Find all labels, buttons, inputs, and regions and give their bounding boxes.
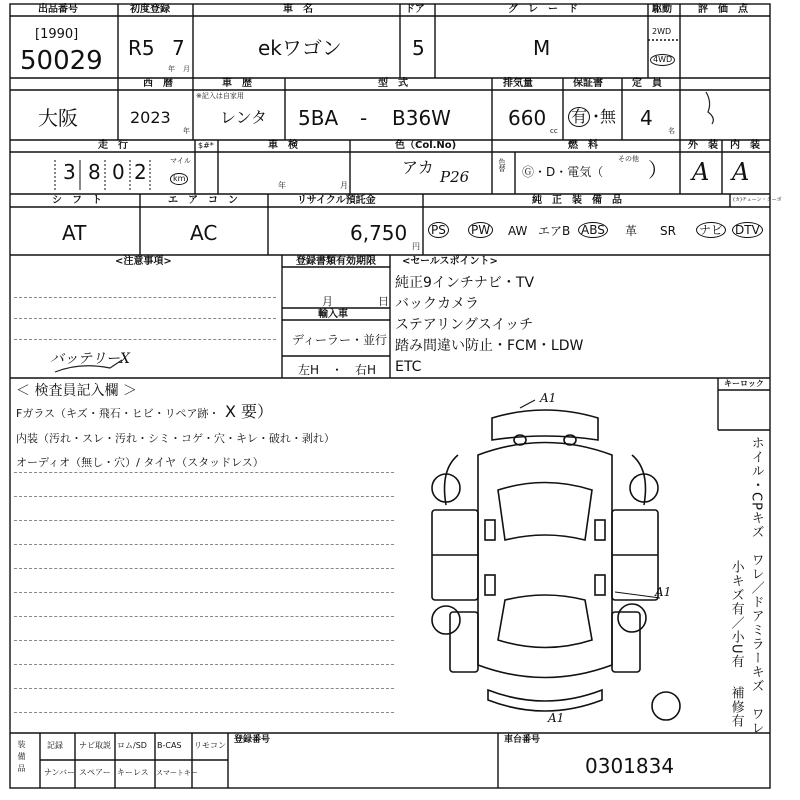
capacity-unit: 名: [668, 127, 675, 135]
type-code: B36W: [392, 106, 451, 130]
drive-label: 駆動: [652, 4, 672, 15]
warranty-no: 無: [600, 107, 617, 126]
ac-label: エ ア コ ン: [168, 195, 238, 206]
type-label: 型 式: [378, 78, 408, 89]
mile-unit: マイル: [170, 157, 191, 165]
audio-line: オーディオ（無し・穴）/ タイヤ（スタッドレス）: [16, 456, 264, 469]
model-label: 車 名: [283, 4, 313, 15]
chassis-number: 0301834: [585, 754, 675, 778]
key-lock-label: キーロック: [724, 379, 764, 388]
month-unit: 月: [183, 65, 190, 73]
drive-2wd: 2WD: [652, 27, 672, 36]
footer-item: キーレス: [117, 768, 149, 777]
footer-item: スマートキー: [156, 769, 198, 777]
chain-label: (カ)チェーン・ターボ: [733, 197, 782, 203]
ac-value: AC: [190, 221, 218, 245]
equipment-aw: AW: [508, 224, 528, 238]
door-label: ドア: [405, 4, 425, 15]
glass-line: Fガラス（キズ・飛石・ヒビ・リペア跡・: [16, 407, 220, 420]
capacity-value: 4: [640, 106, 653, 130]
damage-mark: A1: [540, 391, 557, 405]
warranty-sep: ・: [588, 107, 605, 126]
capacity-label: 定 員: [632, 78, 662, 89]
expiry-month: 月: [322, 295, 333, 308]
inspection-label: 車 検: [268, 140, 298, 151]
expiry-day: 日: [378, 295, 389, 308]
fuel-label: 燃 料: [568, 140, 598, 151]
footer-item: B-CAS: [157, 741, 182, 750]
notes-label: <注意事項>: [115, 256, 172, 267]
displacement-value: 660: [508, 106, 547, 130]
interior-label: 内 装: [730, 140, 760, 151]
inspection-month-unit: 月: [340, 181, 348, 190]
footer-item: ロム/SD: [117, 741, 147, 750]
chassis-number-label: 車台番号: [504, 735, 541, 745]
drive-4wd-circled: 4WD: [650, 54, 675, 66]
score-value: S: [720, 27, 744, 67]
sales-point: ステアリングスイッチ: [395, 317, 534, 333]
grade-value: M: [533, 36, 551, 60]
year-value: 2023: [130, 108, 171, 127]
score-label: 評 価 点: [698, 4, 748, 15]
s-label: $#*: [198, 141, 214, 150]
expiry-label: 登録書類有効期限: [296, 256, 376, 267]
year-unit: 年: [168, 65, 175, 73]
mileage-digit: 2: [134, 160, 147, 184]
equipment-leather: 革: [625, 224, 638, 238]
lot-number-label: 出品番号: [38, 4, 78, 15]
registration-number-label: 登録番号: [234, 735, 271, 745]
type-prefix: 5BA: [298, 106, 339, 130]
exterior-grade: A: [692, 158, 710, 186]
damage-mark: A1: [655, 585, 672, 599]
damage-mark: A1: [548, 711, 565, 725]
equipment-pw-circled: PW: [468, 222, 493, 238]
history-value: レンタ: [220, 108, 267, 127]
footer-item: ナンバー: [44, 768, 76, 777]
equipment-abs-circled: ABS: [578, 222, 608, 238]
interior-line: 内装（汚れ・スレ・汚れ・シミ・コゲ・穴・キレ・破れ・剥れ）: [16, 432, 335, 445]
footer-item: スペアー: [79, 768, 111, 777]
legend-vertical: 小キズ有／小U有: [728, 560, 744, 669]
equipment-dtv-circled: DTV: [732, 222, 763, 238]
handwritten-note: バッテリーX: [50, 351, 130, 367]
sales-points-label: <セールスポイント>: [402, 256, 498, 267]
warranty-yes-circled: 有: [568, 107, 590, 127]
equipment-sr: SR: [660, 224, 676, 238]
sales-point: 踏み間違い防止・FCM・LDW: [395, 338, 584, 354]
area-value: 大阪: [38, 106, 78, 130]
sales-point: 純正9インチナビ・TV: [395, 275, 535, 291]
sales-point: ETC: [395, 359, 422, 375]
footer-item: 記録: [47, 741, 63, 750]
first-registration-era: R5: [128, 36, 155, 60]
inspection-year-unit: 年: [278, 181, 286, 190]
history-label: 車 歴: [222, 78, 252, 89]
vehicle-diagram: [432, 400, 680, 720]
mileage-digit: 3: [63, 160, 76, 184]
door-count: 5: [412, 36, 425, 60]
legend-vertical: 補修有: [728, 686, 744, 728]
recycle-label: リサイクル預託金: [297, 195, 376, 206]
dealer-label: ディーラー・並行: [292, 333, 388, 347]
recycle-amount: 6,750: [350, 221, 408, 245]
displacement-label: 排気量: [503, 78, 533, 89]
mileage-digit: 0: [112, 160, 125, 184]
color-value: アカ: [402, 158, 434, 177]
inspector-title: ＜ 検査員記入欄 ＞: [16, 383, 137, 399]
color-change-label: 色替: [498, 158, 506, 172]
sales-point: バックカメラ: [395, 296, 479, 312]
mileage-digit: 8: [88, 160, 101, 184]
first-registration-month: 7: [172, 36, 185, 60]
first-registration-label: 初度登録: [130, 4, 170, 15]
type-separator: -: [360, 106, 368, 130]
fuel-options: Ⓖ・D・電気（: [522, 165, 604, 179]
warranty-label: 保証書: [573, 78, 603, 89]
legend-vertical: ホイル・CPキズ ワレ／ドアミラーキズ ワレ: [748, 436, 764, 735]
equipment-footer-label: 装備品: [17, 740, 26, 776]
glass-mark: X 要）: [225, 402, 274, 421]
lot-number-small: [1990]: [35, 27, 79, 42]
equipment-navi-circled: ナビ: [696, 222, 726, 238]
yen-unit: 円: [412, 242, 420, 251]
year-label: 西 暦: [143, 78, 173, 89]
footer-item: リモコン: [194, 741, 226, 750]
import-label: 輸入車: [318, 309, 348, 320]
displacement-unit: cc: [550, 127, 558, 135]
model-name: ekワゴン: [258, 36, 342, 60]
equipment-label: 純 正 装 備 品: [532, 195, 622, 206]
footer-item: ナビ取説: [79, 741, 111, 750]
equipment-ps-circled: PS: [428, 222, 449, 238]
history-note: ※記入は自家用: [196, 92, 244, 100]
mileage-label: 走 行: [98, 140, 128, 151]
fuel-other-label: その他: [618, 155, 639, 163]
grade-label: グ レ ー ド: [508, 4, 578, 15]
interior-grade: A: [732, 158, 750, 186]
fuel-close: ）: [648, 158, 668, 182]
km-unit-circled: km: [170, 173, 188, 185]
color-code: P26: [440, 168, 470, 186]
steering-label: 左H ・ 右H: [298, 363, 377, 377]
shift-label: シ フ ト: [52, 195, 102, 206]
lot-number: 50029: [20, 46, 103, 76]
shift-value: AT: [62, 221, 87, 245]
equipment-airbag: エアB: [538, 224, 571, 238]
year-unit-2: 年: [183, 127, 190, 135]
exterior-label: 外 装: [688, 140, 718, 151]
color-label: 色（Col.No): [395, 140, 457, 151]
